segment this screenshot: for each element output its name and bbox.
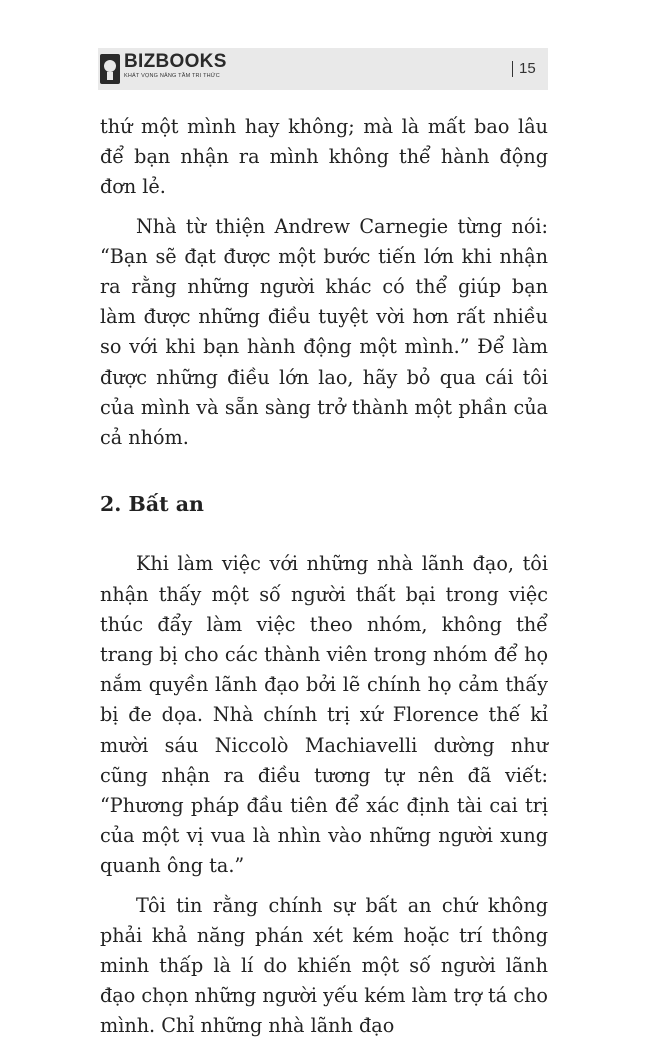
publisher-logo [100,52,227,84]
page-number-block [512,60,536,77]
section-heading: 2. Bất an [100,492,204,517]
logo-text [124,52,227,80]
paragraph-belief: Tôi tin rằng chính sự bất an chứ không phải khả năng phán xét kém hoặc trí thông minh thấp là lí do khiến một số người lãnh đạo chọn những người yếu kém làm trợ tá cho mình. Chỉ những nhà lãnh đạo [100,893,548,1038]
paragraph-insecurity: Khi làm việc với những nhà lãnh đạo, tôi nhận thấy một số người thất bại trong việc thúc đẩy làm việc theo nhóm, không thể trang bị cho các thành viên trong nhóm để họ nắm quyền lãnh đạo bởi lẽ chính họ cảm thấy bị đe dọa. Nhà chính trị xứ Florence thế kỉ mười sáu Niccolò Machiavelli dường như cũng nhận ra điều tương tự nên đã viết: “Phương pháp đầu tiên để xác định tài cai trị của một vị vua là nhìn vào những người xung quanh ông ta.” [100,552,548,878]
publisher-name: BIZBOOKS [124,51,227,72]
paragraph-continuation: thứ một mình hay không; mà là mất bao lâu để bạn nhận ra mình không thể hành động đơn lẻ. [100,115,548,199]
publisher-tagline: KHÁT VỌNG NÂNG TẦM TRI THỨC [124,73,220,79]
page-body [100,112,548,1042]
paragraph-carnegie-quote: Nhà từ thiện Andrew Carnegie từng nói: “Bạn sẽ đạt được một bước tiến lớn khi nhận ra rằng những người khác có thể giúp bạn làm được những điều tuyệt vời hơn rất nhiều so với khi bạn hành động một mình.” Để làm được những điều lớn lao, hãy bỏ qua cái tôi của mình và sẵn sàng trở thành một phần của cả nhóm. [100,214,548,450]
page-number: 15 [519,60,536,77]
page-number-divider [512,61,513,77]
bizbooks-logo-icon [100,54,120,84]
